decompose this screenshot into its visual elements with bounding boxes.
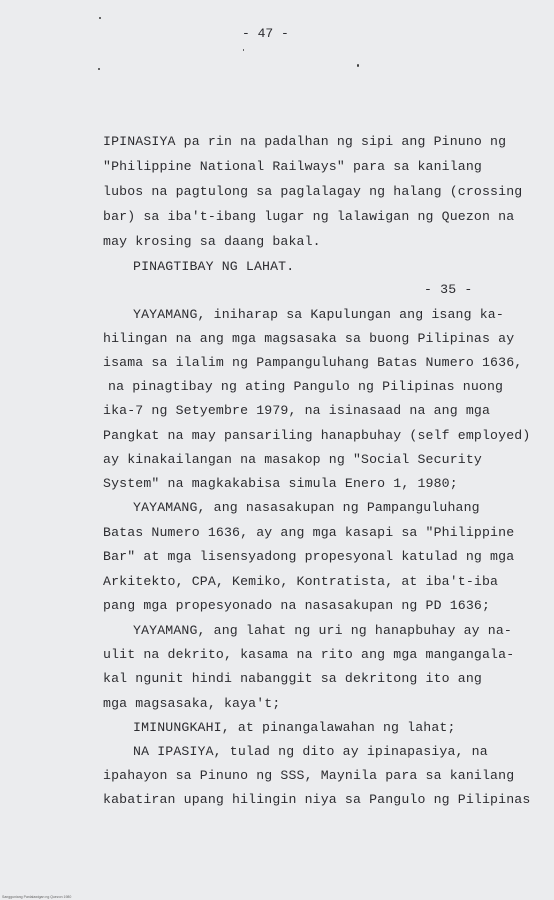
scan-speck [99, 17, 101, 19]
scan-speck [243, 49, 244, 51]
text-line: YAYAMANG, ang lahat ng uri ng hanapbuhay ay na- [133, 623, 512, 638]
text-line: IPINASIYA pa rin na padalhan ng sipi ang Pinuno ng [103, 134, 507, 149]
text-line: isama sa ilalim ng Pampanguluhang Batas Numero 1636, [103, 355, 523, 370]
text-line: lubos na pagtulong sa paglalagay ng halang (crossing [103, 184, 523, 199]
scan-footer: Sangguniang Panlalawigan ng Quezon 1980 [2, 895, 72, 899]
resolution-number: - 35 - [424, 282, 473, 297]
text-line: mga magsasaka, kaya't; [103, 696, 281, 711]
text-line: YAYAMANG, iniharap sa Kapulungan ang isang ka- [133, 307, 504, 322]
text-line: hilingan na ang mga magsasaka sa buong Pilipinas ay [103, 331, 515, 346]
text-line: ulit na dekrito, kasama na rito ang mga mangangala- [103, 647, 515, 662]
text-line: na pinagtibay ng ating Pangulo ng Pilipinas nuong [108, 379, 504, 394]
text-line: YAYAMANG, ang nasasakupan ng Pampanguluhang [133, 500, 480, 515]
text-line: ay kinakailangan na masakop ng "Social Security [103, 452, 482, 467]
scan-speck [357, 64, 359, 67]
text-line: may krosing sa daang bakal. [103, 234, 321, 249]
text-line: Batas Numero 1636, ay ang mga kasapi sa "Philippine [103, 525, 515, 540]
text-line: "Philippine National Railways" para sa kanilang [103, 159, 482, 174]
resolution-heading: PINAGTIBAY NG LAHAT. [133, 259, 295, 274]
text-line: System" na magkakabisa simula Enero 1, 1980; [103, 476, 458, 491]
text-line: Arkitekto, CPA, Kemiko, Kontratista, at iba't-iba [103, 574, 499, 589]
text-line: ika-7 ng Setyembre 1979, na isinasaad na ang mga [103, 403, 491, 418]
text-line: pang mga propesyonado na nasasakupan ng PD 1636; [103, 598, 491, 613]
text-line: ipahayon sa Pinuno ng SSS, Maynila para sa kanilang [103, 768, 515, 783]
text-line: NA IPASIYA, tulad ng dito ay ipinapasiya, na [133, 744, 488, 759]
text-line: IMINUNGKAHI, at pinangalawahan ng lahat; [133, 720, 456, 735]
text-line: kabatiran upang hilingin niya sa Pangulo ng Pilipinas [103, 792, 531, 807]
text-line: bar) sa iba't-ibang lugar ng lalawigan ng Quezon na [103, 209, 515, 224]
scan-speck [98, 68, 100, 70]
text-line: Bar" at mga lisensyadong propesyonal katulad ng mga [103, 549, 515, 564]
text-line: Pangkat na may pansariling hanapbuhay (self employed) [103, 428, 531, 443]
text-line: kal ngunit hindi nabanggit sa dekritong ito ang [103, 671, 482, 686]
page-number: - 47 - [242, 26, 289, 41]
